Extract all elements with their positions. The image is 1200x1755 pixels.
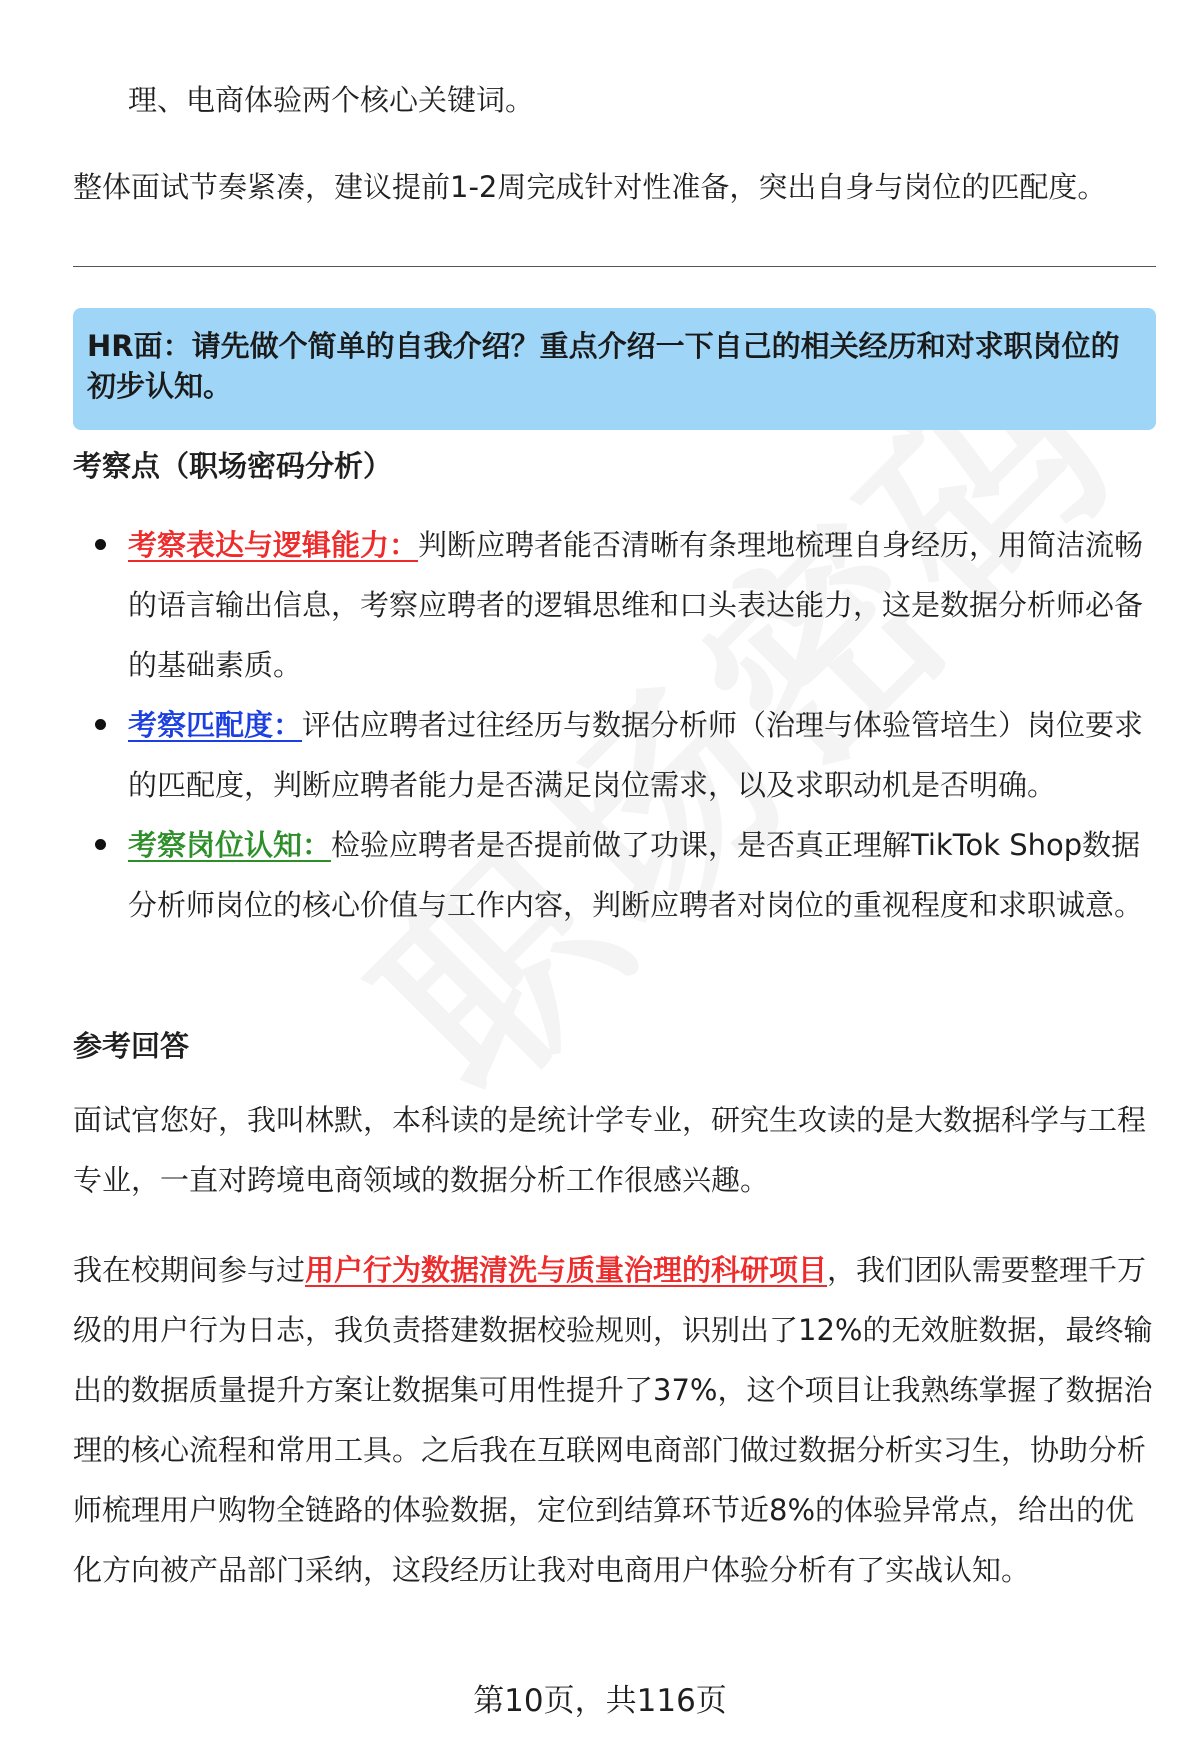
bullet-dot — [95, 539, 106, 550]
list-item — [128, 515, 1148, 695]
answer-text: ，我们团队需要整理千万级的用户行为日志，我负责搭建数据校验规则，识别出了12%的无效脏数据，最终输出的数据质量提升方案让数据集可用性提升了37%，这个项目让我熟练掌握了数据治理的核心流程和常用工具。之后我在互联网电商部门做过数据分析实习生，协助分析师梳理用户购物全链路的体验数据，定位到结算环节近8%的体验异常点，给出的优化方向被产品部门采纳，这段经历让我对电商用户体验分析有了实战认知。 — [73, 1253, 1153, 1587]
assessment-keyword: 考察岗位认知： — [128, 828, 332, 862]
assessment-list — [128, 515, 1148, 935]
assessment-keyword: 考察表达与逻辑能力： — [128, 528, 419, 562]
answer-paragraph-2 — [73, 1240, 1156, 1600]
list-item — [128, 815, 1148, 935]
bullet-dot — [95, 839, 106, 850]
highlighted-project: 用户行为数据清洗与质量治理的科研项目 — [305, 1253, 828, 1287]
question-text: HR面：请先做个简单的自我介绍？重点介绍一下自己的相关经历和对求职岗位的初步认知。 — [87, 329, 1120, 403]
divider — [73, 266, 1156, 267]
question-box — [73, 308, 1156, 430]
assessment-text: 判断应聘者能否清晰有条理地梳理自身经历，用简洁流畅的语言输出信息，考察应聘者的逻辑思维和口头表达能力，这是数据分析师必备的基础素质。 — [128, 528, 1144, 682]
answer-text: 我在校期间参与过 — [73, 1253, 306, 1287]
assessment-title: 考察点（职场密码分析） — [73, 449, 393, 483]
intro-summary: 整体面试节奏紧凑，建议提前1-2周完成针对性准备，突出自身与岗位的匹配度。 — [73, 170, 1107, 204]
answer-paragraph-1: 面试官您好，我叫林默，本科读的是统计学专业，研究生攻读的是大数据科学与工程专业，一直对跨境电商领域的数据分析工作很感兴趣。 — [73, 1103, 1147, 1197]
intro-continuation: 理、电商体验两个核心关键词。 — [128, 83, 535, 117]
assessment-keyword: 考察匹配度： — [128, 708, 303, 742]
bullet-dot — [95, 719, 106, 730]
list-item — [128, 695, 1148, 815]
assessment-text: 评估应聘者过往经历与数据分析师（治理与体验管培生）岗位要求的匹配度，判断应聘者能力是否满足岗位需求，以及求职动机是否明确。 — [128, 708, 1144, 802]
assessment-text: 检验应聘者是否提前做了功课，是否真正理解TikTok Shop数据分析师岗位的核心价值与工作内容，判断应聘者对岗位的重视程度和求职诚意。 — [128, 828, 1144, 922]
answer-title: 参考回答 — [73, 1029, 190, 1063]
page-number: 第10页，共116页 — [473, 1683, 727, 1719]
